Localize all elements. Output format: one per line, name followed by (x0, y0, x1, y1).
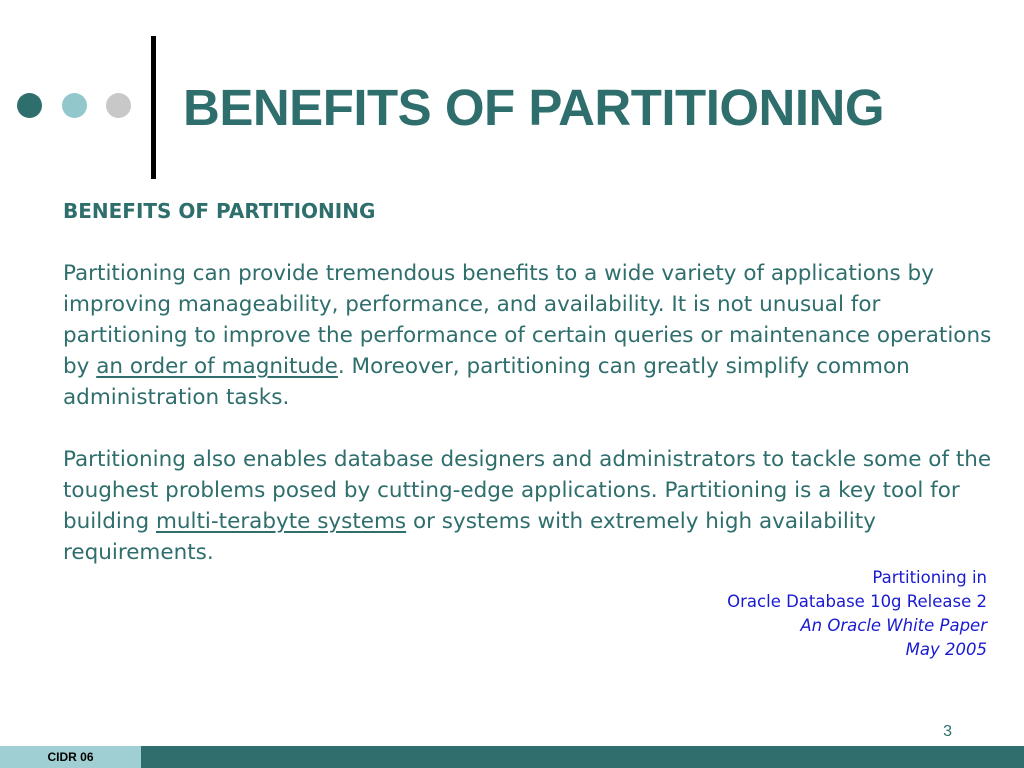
dot-dark-icon (17, 93, 42, 118)
slide-body (63, 196, 1003, 568)
paragraph-2-text-b: or systems with extremely high availability requirements. (63, 509, 876, 565)
citation-line-2: Oracle Database 10g Release 2 (727, 592, 987, 611)
citation-line-3: An Oracle White Paper (800, 616, 987, 635)
dot-gray-icon (106, 93, 131, 118)
footer-bar (0, 746, 1024, 768)
paragraph-2-text-a: Partitioning also enables database designers and administrators to tackle some of the toughest problems posed by cutting-edge applications. Partitioning is a key tool for building (63, 447, 992, 534)
citation (727, 566, 987, 662)
title-divider (151, 36, 156, 179)
paragraph-1-text-a: Partitioning can provide tremendous benefits to a wide variety of applications by improving manageability, performance, and availability. It is not unusual for partitioning to improve the performance of certain queries or maintenance operations by (63, 261, 992, 379)
citation-line-4: May 2005 (905, 640, 987, 659)
citation-line-1: Partitioning in (872, 568, 987, 587)
dot-light-icon (62, 93, 87, 118)
footer-label: CIDR 06 (0, 746, 141, 768)
order-of-magnitude-link[interactable]: an order of magnitude (96, 354, 338, 379)
paragraph-2 (63, 444, 1003, 568)
page-number: 3 (943, 723, 952, 740)
slide-title: BENEFITS OF PARTITIONING (183, 79, 885, 136)
paragraph-1 (63, 258, 1003, 413)
multi-terabyte-link[interactable]: multi-terabyte systems (155, 509, 407, 534)
paragraph-1-text-b: . Moreover, partitioning can greatly simplify common administration tasks. (63, 354, 910, 410)
section-heading: BENEFITS OF PARTITIONING (63, 199, 376, 223)
